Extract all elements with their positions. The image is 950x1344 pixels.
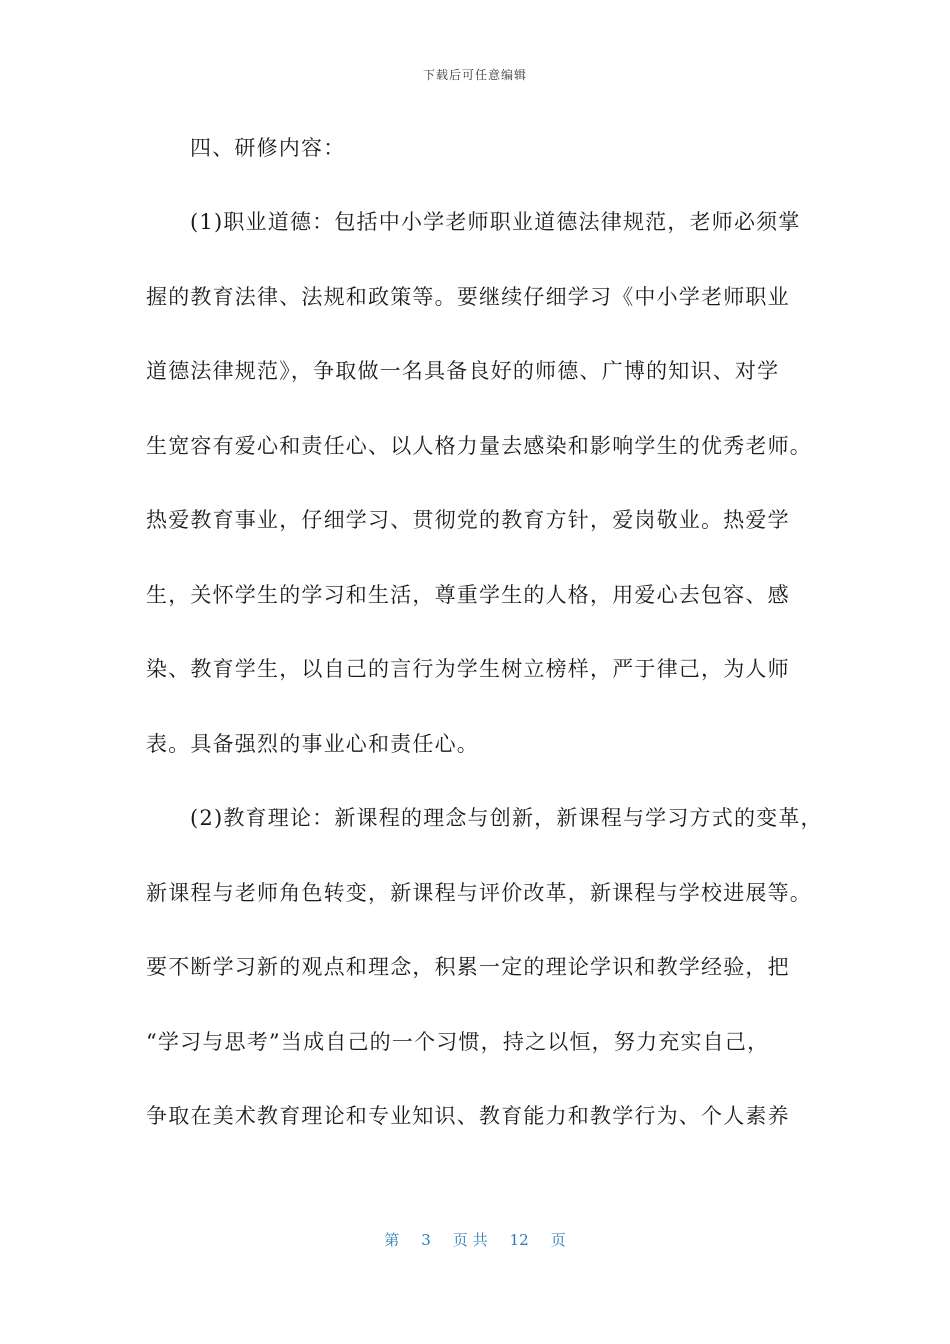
section-heading: 四、研修内容： <box>190 136 346 160</box>
paragraph-line: 染、教育学生，以自己的言行为学生树立榜样，严于律己，为人师 <box>146 657 790 681</box>
paragraph-line: 新课程与老师角色转变，新课程与评价改革，新课程与学校进展等。 <box>146 881 812 905</box>
paragraph-line: “学习与思考”当成自己的一个习惯，持之以恒，努力充实自己， <box>146 1030 770 1054</box>
footer-page-mid: 页 共 <box>452 1231 488 1249</box>
paragraph-line: (1)职业道德：包括中小学老师职业道德法律规范，老师必须掌 <box>190 210 801 234</box>
footer-total-pages: 12 <box>509 1231 529 1249</box>
paragraph-line: 要不断学习新的观点和理念，积累一定的理论学识和教学经验，把 <box>146 955 790 979</box>
footer-page-prefix: 第 <box>384 1231 400 1249</box>
paragraph-line: 表。具备强烈的事业心和责任心。 <box>146 732 479 756</box>
page-footer <box>0 1229 950 1250</box>
footer-page-suffix: 页 <box>550 1231 566 1249</box>
paragraph-line: 生，关怀学生的学习和生活，尊重学生的人格，用爱心去包容、感 <box>146 583 790 607</box>
paragraph-line: 道德法律规范》，争取做一名具备良好的师德、广博的知识、对学 <box>146 359 780 383</box>
footer-current-page: 3 <box>421 1231 431 1249</box>
page-header: 下载后可任意编辑 <box>422 68 527 82</box>
paragraph-line: 生宽容有爱心和责任心、以人格力量去感染和影响学生的优秀老师。 <box>146 434 812 458</box>
paragraph-line: (2)教育理论：新课程的理念与创新，新课程与学习方式的变革， <box>190 806 823 830</box>
paragraph-line: 握的教育法律、法规和政策等。要继续仔细学习《中小学老师职业 <box>146 285 790 309</box>
paragraph-line: 热爱教育事业，仔细学习、贯彻党的教育方针，爱岗敬业。热爱学 <box>146 508 790 532</box>
paragraph-line: 争取在美术教育理论和专业知识、教育能力和教学行为、个人素养 <box>146 1104 790 1128</box>
